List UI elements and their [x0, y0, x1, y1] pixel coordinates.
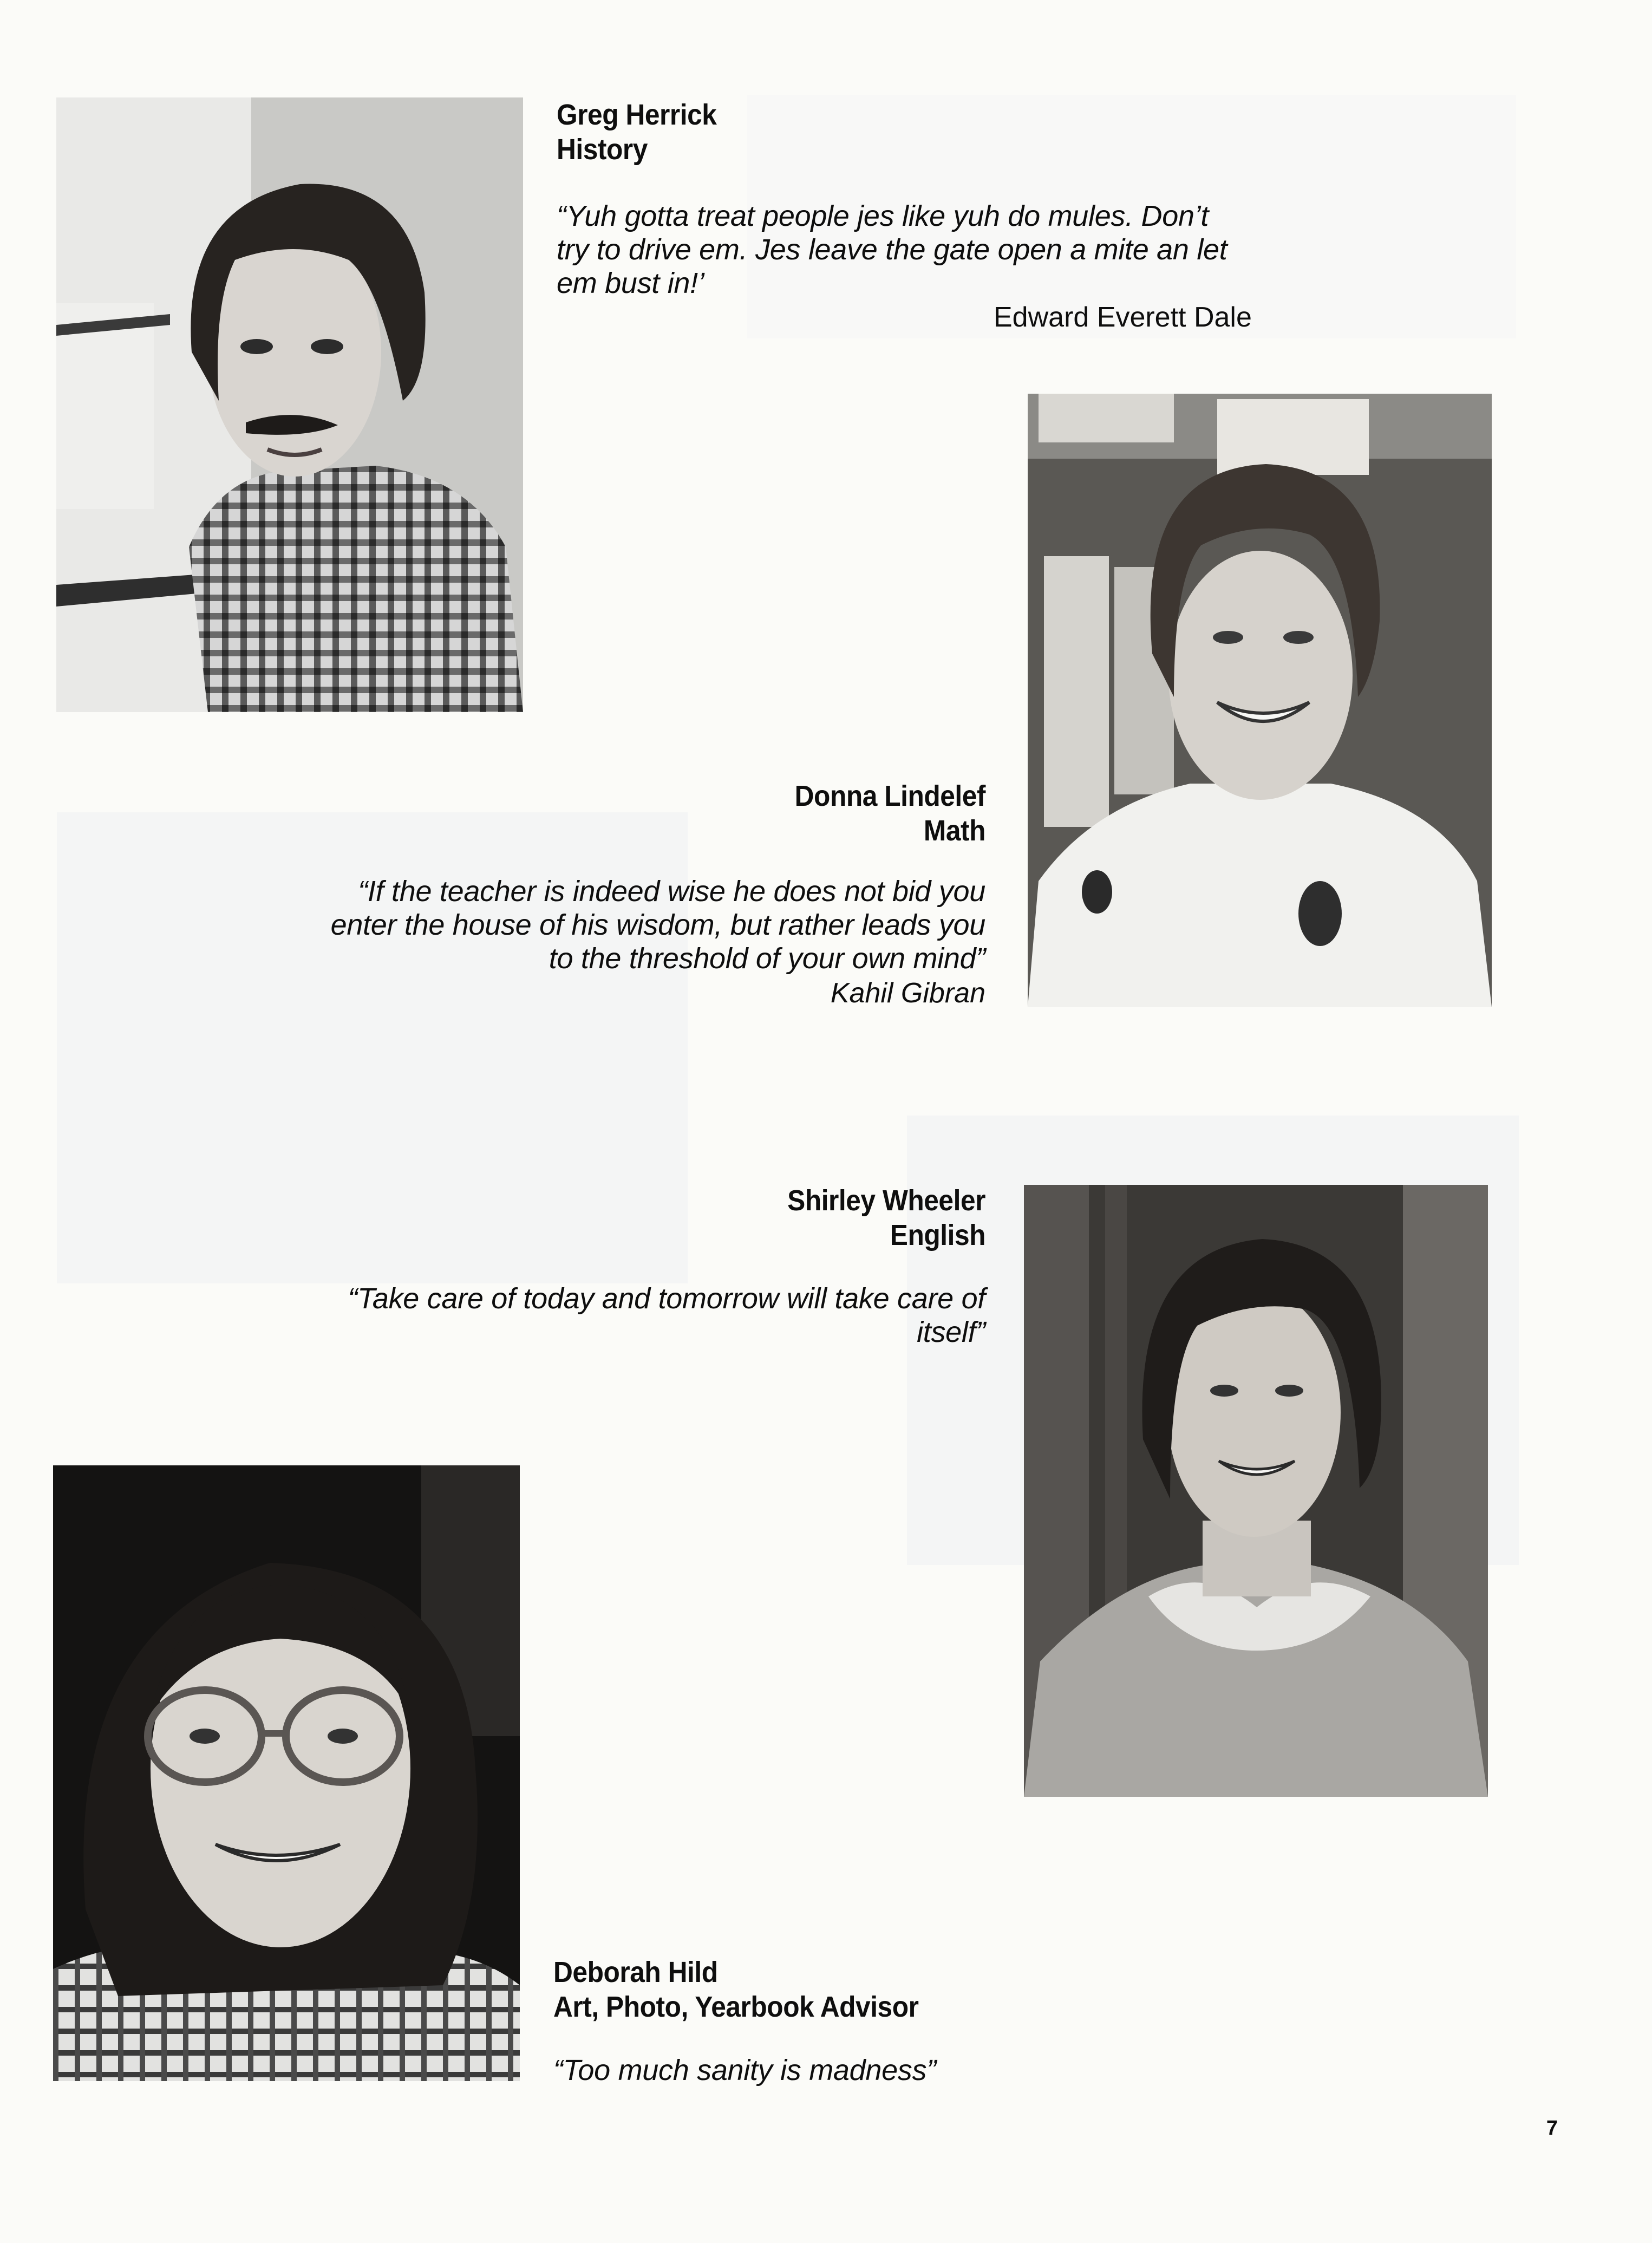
teacher-quote: [557, 199, 1315, 300]
teacher-subject: English: [890, 1219, 985, 1251]
page-number: 7: [1546, 2117, 1558, 2140]
quote-line: itself”: [917, 1316, 985, 1348]
photo-of-shirley-wheeler: [1024, 1185, 1488, 1797]
photo-of-deborah-hild: [53, 1465, 520, 2081]
teacher-name: Greg Herrick: [557, 99, 717, 131]
quote-line: “If the teacher is indeed wise he does not bid you: [358, 875, 985, 908]
quote-line: to the threshold of your own mind”: [549, 942, 985, 975]
photo-of-donna-lindelef: [1028, 394, 1492, 1007]
quote-line: “Too much sanity is madness”: [553, 2054, 936, 2086]
quote-attribution: Kahil Gibran: [830, 977, 985, 1009]
teacher-name-subject: [557, 97, 905, 167]
teacher-subject: Art, Photo, Yearbook Advisor: [553, 1991, 919, 2023]
teacher-quote: [173, 875, 985, 975]
teacher-name: Shirley Wheeler: [787, 1184, 985, 1217]
teacher-name-subject: [637, 779, 985, 848]
teacher-subject: History: [557, 133, 648, 166]
teacher-quote: [553, 2053, 1203, 2087]
quote-attribution: Edward Everett Dale: [994, 302, 1252, 333]
quote-line: try to drive em. Jes leave the gate open a mite an let: [557, 233, 1227, 266]
quote-line: “Take care of today and tomorrow will take care of: [348, 1282, 985, 1315]
photo-of-greg-herrick: [56, 97, 523, 712]
quote-line: “Yuh gotta treat people jes like yuh do mules. Don’t: [557, 200, 1209, 232]
quote-line: em bust in!’: [557, 267, 704, 299]
teacher-name: Deborah Hild: [553, 1956, 718, 1988]
teacher-quote: [173, 1282, 985, 1349]
quote-line: enter the house of his wisdom, but rather leads you: [330, 909, 985, 941]
teacher-name-subject: [553, 1955, 1052, 2024]
teacher-name-subject: [637, 1183, 985, 1253]
teacher-subject: Math: [923, 814, 985, 847]
teacher-name: Donna Lindelef: [794, 780, 985, 812]
